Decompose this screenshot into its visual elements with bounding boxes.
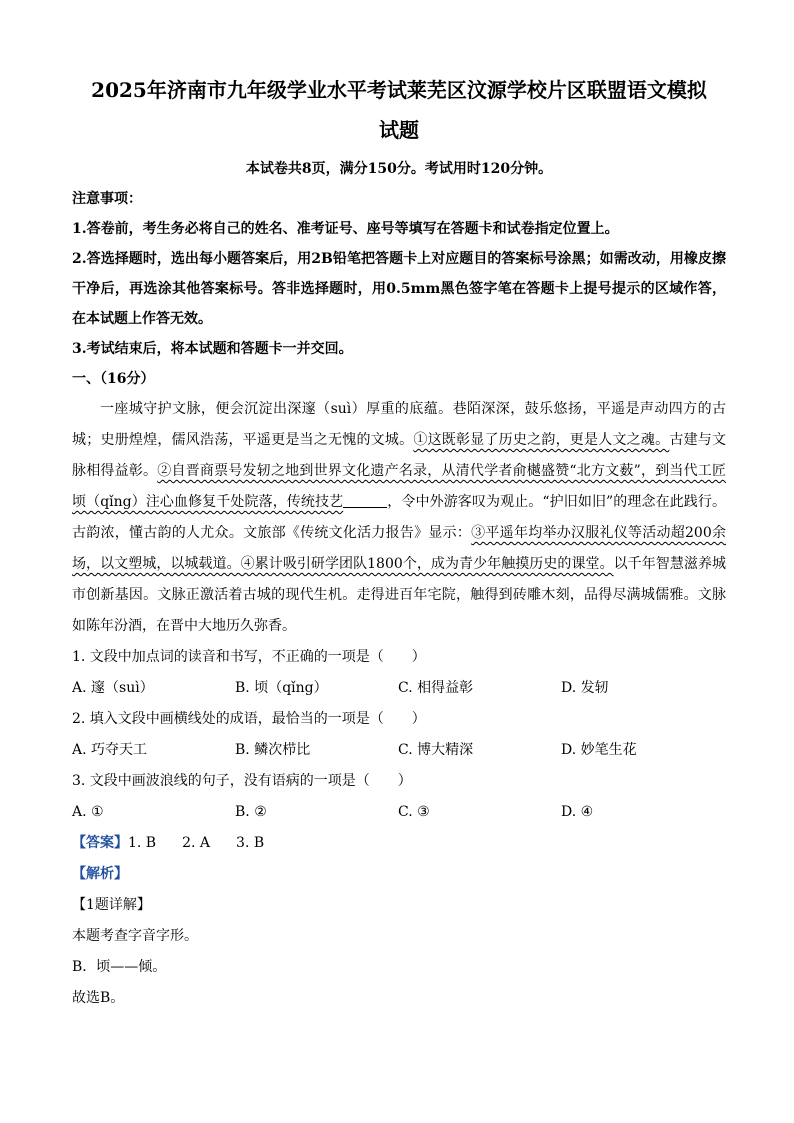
option-d: D. 妙笔生花	[561, 742, 637, 758]
question-2: 2. 填入文段中画横线处的成语，最恰当的一项是（ ）	[72, 711, 426, 727]
option-b: B. ②	[235, 804, 267, 820]
exam-subtitle: 本试卷共8页，满分150分。考试用时120分钟。	[245, 161, 553, 177]
question-3: 3. 文段中画波浪线的句子，没有语病的一项是（ ）	[72, 773, 412, 789]
analysis-line	[72, 859, 726, 890]
passage-text: 以千年智慧滋养城市创新基因。	[72, 556, 726, 603]
detail-line-2: B．顷——倾。	[72, 959, 167, 975]
exam-page	[72, 70, 726, 1014]
answer-label: 【答案】	[72, 835, 128, 851]
question-1: 1. 文段中加点词的读音和书写，不正确的一项是（ ）	[72, 649, 426, 665]
option-a: A. 邃（suì）	[72, 680, 154, 696]
option-d: D. 发轫	[561, 680, 609, 696]
question-3-options	[72, 797, 726, 828]
exam-title-line1: 2025年济南市九年级学业水平考试莱芜区汶源学校片区联盟语文模拟	[91, 78, 707, 102]
notice-item-3: 3.考试结束后，将本试题和答题卡一并交回。	[72, 341, 353, 357]
passage-text: ，令中外游客叹为观止。“护旧如旧”的理念在此践行。古韵浓，懂古韵的人尤众。文旅部《传统文化活力报告》显示：	[72, 494, 726, 541]
answer-1: 1. B	[128, 835, 157, 851]
exam-title-line2: 试题	[379, 118, 419, 142]
wavy-sentence-2: ②自晋商票号发轫之地到世界文化遗产名录，从清代学者俞樾盛赞“北方文薮”，到当代工匠顷（qǐng）注心血修复千处院落，传统技艺	[72, 463, 727, 510]
option-d: D. ④	[561, 804, 594, 820]
notice-item-1: 1.答卷前，考生务必将自己的姓名、准考证号、座号等填写在答题卡和试卷指定位置上。	[72, 221, 619, 237]
answer-2: 2. A	[182, 835, 211, 851]
option-a: A. ①	[72, 804, 104, 820]
option-b: B. 顷（qǐng）	[235, 680, 328, 696]
passage-text: 一座城守护文脉，便会沉淀出深邃（suì）厚重的底蕴。巷陌深深，鼓乐悠扬，平遥是声动四方的古城；史册煌煌，儒风浩荡，平遥更是当之无愧的文城。	[72, 401, 726, 448]
question-1-options	[72, 673, 726, 704]
notice-item-2: 2.答选择题时，选出每小题答案后，用2B铅笔把答题卡上对应题目的答案标号涂黑；如需改动，用橡皮擦干净后，再选涂其他答案标号。答非选择题时，用0.5mm黑色签字笔在答题卡上提号提示的区域作答，在本试题上作答无效。	[72, 251, 726, 327]
detail-line-3: 故选B。	[72, 990, 125, 1006]
option-b: B. 鳞次栉比	[235, 742, 311, 758]
option-c: C. 博大精深	[398, 742, 474, 758]
wavy-sentence-1: ①这既彰显了历史之韵，更是人文之魂。	[413, 432, 670, 448]
option-a: A. 巧夺天工	[72, 742, 148, 758]
passage-text: 古建与文脉相得益彰。	[72, 432, 727, 479]
passage-text: 文脉正激活着古城的现代生机。走得进百年宅院，触得到砖雕木刻，品得尽满城儒雅。文脉如陈年汾酒，在晋中大地历久弥香。	[72, 587, 727, 634]
answer-3: 3. B	[236, 835, 265, 851]
answer-line	[72, 828, 726, 859]
detail-heading: 【1题详解】	[72, 897, 151, 913]
wavy-sentence-3: ③平遥年均举办汉服礼仪等活动超200余场，以文塑城，以城载道。	[72, 525, 726, 572]
analysis-label: 【解析】	[72, 866, 128, 882]
detail-line-1: 本题考查字音字形。	[72, 928, 198, 944]
section-heading: 一、（16分）	[72, 371, 155, 387]
notice-heading: 注意事项：	[72, 191, 142, 207]
option-c: C. ③	[398, 804, 430, 820]
wavy-sentence-4: ④累计吸引研学团队1800个，成为青少年触摸历史的课堂。	[240, 556, 614, 572]
reading-passage	[72, 394, 726, 642]
fill-blank	[343, 493, 387, 508]
question-2-options	[72, 735, 726, 766]
option-c: C. 相得益彰	[398, 680, 474, 696]
